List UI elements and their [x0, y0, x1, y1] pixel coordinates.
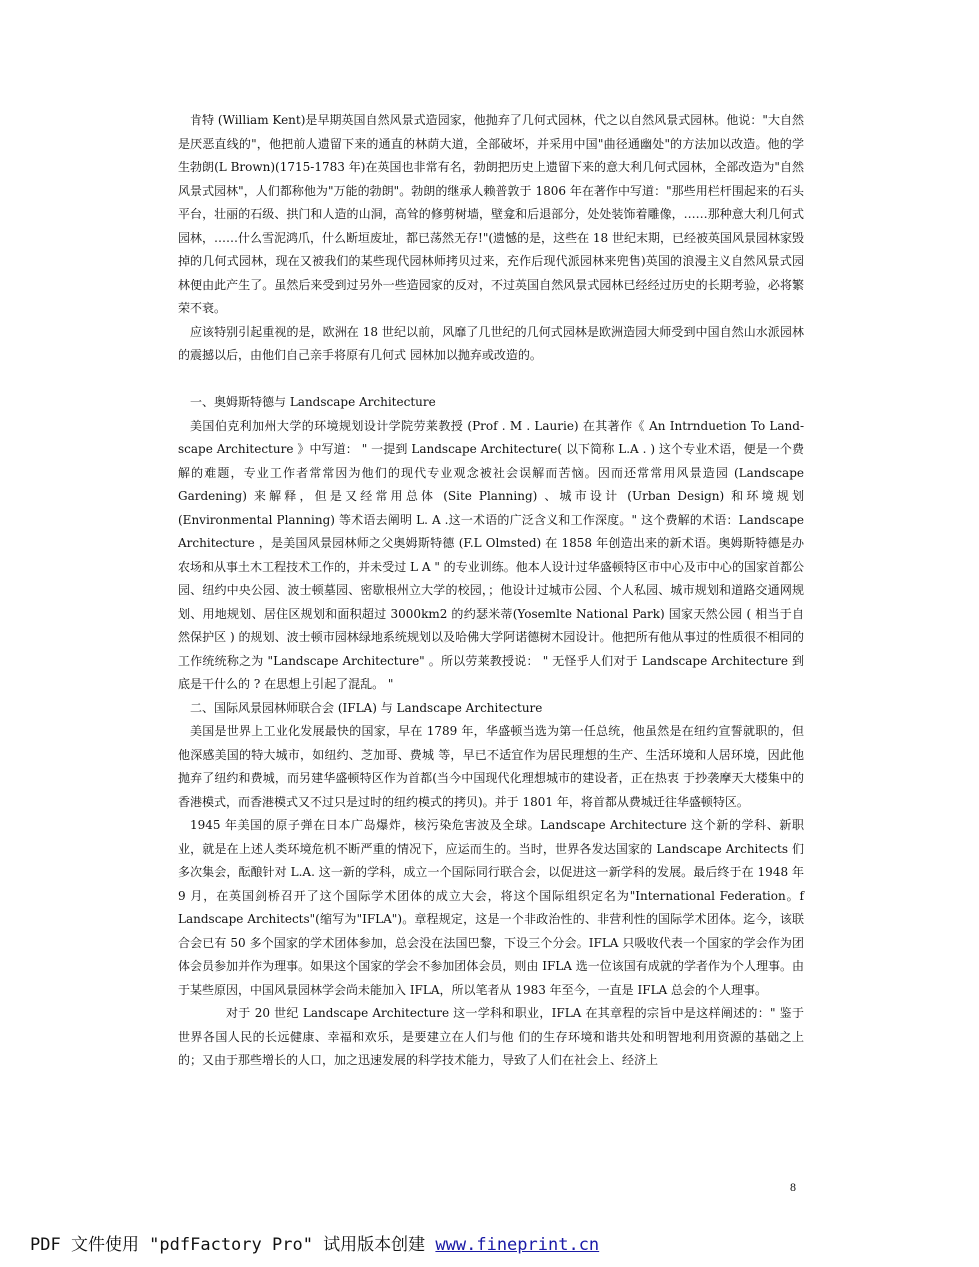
page-body: [178, 109, 804, 1073]
paragraph-kent: 肯特 (William Kent)是早期英国自然风景式造园家，他抛弃了几何式园林，代之以自然风景式园林。他说："大自然是厌恶直线的"，他把前人遗留下来的通直的林荫大道，全部破坏，并采用中国"曲径通幽处"的方法加以改造。他的学生勃朗(L Brown)(1715-1783 年)在英国也非常有名，勃朗把历史上遗留下来的意大利几何式园林，全部改造为"自然风景式园林"，人们都称他为"万能的勃朗"。勃朗的继承人赖普敦于 1806 年在著作中写道："那些用栏杆围起来的石头平台，壮丽的石级、拱门和人造的山洞，高耸的修剪树墙，壁龛和后退部分，处处装饰着雕像，……那种意大利几何式园林，……什么雪泥鸿爪，什么断垣废址，都已荡然无存!"(遗憾的是，这些在 18 世纪末期，已经被英国风景园林家毁掉的几何式园林，现在又被我们的某些现代园林师拷贝过来，充作后现代派园林来兜售)英国的浪漫主义自然风景式园林便由此产生了。虽然后来受到过另外一些造园家的反对，不过英国自然风景式园林已经经过历史的长期考验，必将繁荣不衰。: [178, 113, 804, 315]
pdf-footer: [30, 1230, 599, 1255]
paragraph-europe: 应该特别引起重视的是，欧洲在 18 世纪以前，风靡了几世纪的几何式园林是欧洲造园大师受到中国自然山水派园林的震撼以后，由他们自己亲手将原有几何式 园林加以抛弃或改造的。: [178, 324, 804, 362]
footer-text: PDF 文件使用 "pdfFactory Pro" 试用版本创建: [30, 1235, 436, 1255]
page-number: 8: [790, 1180, 796, 1194]
spacer: [178, 368, 804, 392]
paragraph-laurie: 美国伯克利加州大学的环境规划设计学院劳莱教授 (Prof . M . Laurie) 在其著作《 An Intrnduetion To Land-scape Architecture 》中写道： " 一提到 Landscape Architecture( 以下简称 L.A . ) 这个专业术语，便是一个费解的难题，专业工作者常常因为他们的现代专业观念被社会误解而苦恼。因而还常常用风景造园 (Landscape Gardening) 来解释，但是又经常用总体 (Site Planning) 、城市设计 (Urban Design) 和环境规划 (Environmental Planning) 等术语去阐明 L. A .这一术语的广泛含义和工作深度。" 这个费解的术语：Landscape Architecture ，是美国风景园林师之父奥姆斯特德 (F.L Olmsted) 在 1858 年创造出来的新术语。奥姆斯特德是办农场和从事土木工程技术工作的，并未受过 L A " 的专业训练。他本人设计过华盛顿特区市中心及市中心的国家首都公园、纽约中央公园、波士顿墓园、密歇根州立大学的校园，；他设计过城市公园、个人私园、城市规划和道路交通网规划、用地规划、居住区规划和面积超过 3000km2 的约瑟米蒂(Yosemlte National Park) 国家天然公园 ( 相当于自然保护区 ) 的规划、波士顿市园林绿地系统规划以及哈佛大学阿诺德树木园设计。他把所有他从事过的性质很不相同的工作统统称之为 "Landscape Architecture" 。所以劳莱教授说： " 无怪乎人们对于 Landscape Architecture 到底是干什么的 ? 在思想上引起了混乱。 ": [178, 418, 804, 691]
paragraph-1945: 1945 年美国的原子弹在日本广岛爆炸，核污染危害波及全球。Landscape Architecture 这个新的学科、新职业，就是在上述人类环境危机不断严重的情况下，应运而生的。当时，世界各发达国家的 Landscape Architects 们多次集会，酝酿针对 L.A. 这一新的学科，成立一个国际同行联合会，以促进这一新学科的发展。最后终于在 1948 年 9 月，在英国剑桥召开了这个国际学术团体的成立大会，将这个国际组织定名为"International Federation。f Landscape Architects"(缩写为"IFLA")。章程规定，这是一个非政治性的、非营利性的国际学术团体。迄今，该联合会已有 50 多个国家的学术团体参加，总会没在法国巴黎，下设三个分会。IFLA 只吸收代表一个国家的学会作为团体会员参加并作为理事。如果这个国家的学会不参加团体会员，则由 IFLA 选一位该国有成就的学者作为个人理事。由于某些原因，中国风景园林学会尚未能加入 IFLA，所以笔者从 1983 年至今，一直是 IFLA 总会的个人理事。: [178, 818, 804, 997]
paragraph-ifla-charter: 对于 20 世纪 Landscape Architecture 这一学科和职业，IFLA 在其章程的宗旨中是这样阐述的：" 鉴于世界各国人民的长远健康、幸福和欢乐，是要建立在人们与他 们的生存环境和谐共处和明智地利用资源的基础之上的；又由于那些增长的人口，加之迅速发展的科学技术能力，导致了人们在社会上、经济上: [178, 1006, 804, 1067]
footer-link[interactable]: www.fineprint.cn: [435, 1235, 600, 1255]
section-heading-ifla: 二、国际风景园林师联合会 (IFLA) 与 Landscape Architecture: [190, 700, 543, 715]
paragraph-usa: 美国是世界上工业化发展最快的国家，早在 1789 年，华盛顿当选为第一任总统，他虽然是在纽约宣誓就职的，但他深感美国的特大城市，如纽约、芝加哥、费城 等，早已不适宜作为居民理想的生产、生活环境和人居环境，因此他抛弃了纽约和费城，而另建华盛顿特区作为首都(当今中国现代化理想城市的建设者，正在热衷 于抄袭摩天大楼集中的香港模式，而香港模式又不过只是过时的纽约模式的拷贝)。并于 1801 年，将首都从费城迁往华盛顿特区。: [178, 724, 804, 809]
section-heading-olmsted: 一、奥姆斯特德与 Landscape Architecture: [190, 395, 436, 409]
